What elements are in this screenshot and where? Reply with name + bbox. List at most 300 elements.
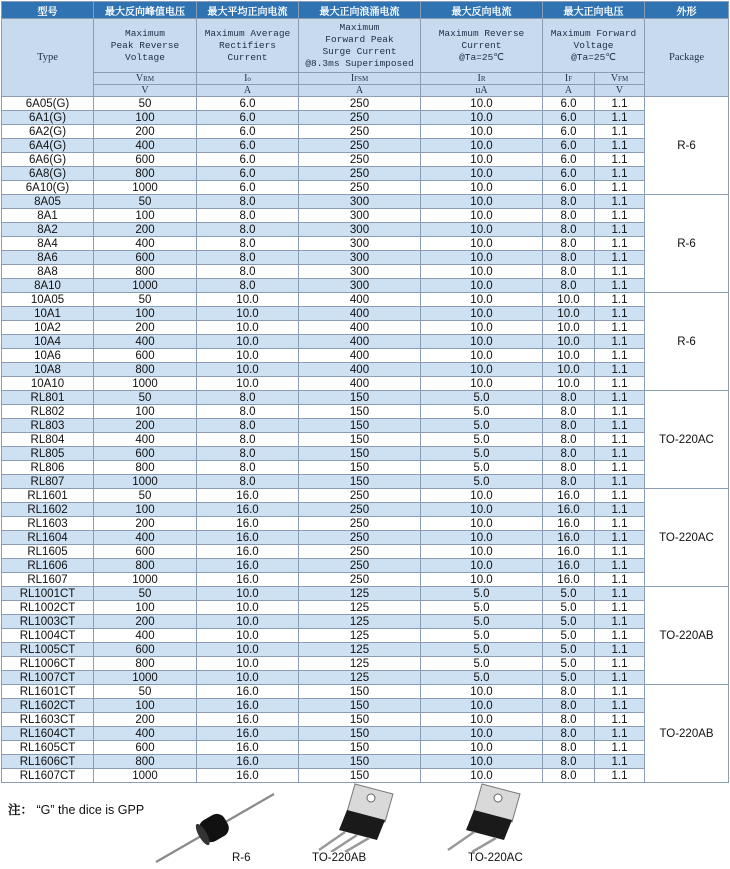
cell-if: 8.0 — [543, 727, 595, 741]
unit-if: A — [543, 85, 595, 97]
cell-vfm: 1.1 — [595, 279, 645, 293]
cell-io: 8.0 — [197, 475, 299, 489]
cell-type: RL806 — [2, 461, 94, 475]
cell-type: RL1604 — [2, 531, 94, 545]
cell-type: RL1002CT — [2, 601, 94, 615]
header-vf-cn: 最大正向电压 — [543, 2, 645, 19]
symbol-vrm: VRM — [94, 73, 197, 85]
cell-vfm: 1.1 — [595, 503, 645, 517]
cell-ifsm: 400 — [299, 321, 421, 335]
cell-vrm: 800 — [94, 167, 197, 181]
cell-io: 6.0 — [197, 139, 299, 153]
cell-ifsm: 125 — [299, 601, 421, 615]
cell-ifsm: 150 — [299, 713, 421, 727]
table-row — [2, 181, 729, 195]
cell-type: RL1602 — [2, 503, 94, 517]
table-row — [2, 209, 729, 223]
cell-io: 10.0 — [197, 629, 299, 643]
cell-if: 8.0 — [543, 769, 595, 783]
cell-vrm: 1000 — [94, 377, 197, 391]
cell-type: RL805 — [2, 447, 94, 461]
cell-io: 8.0 — [197, 279, 299, 293]
cell-io: 10.0 — [197, 671, 299, 685]
cell-type: RL1607CT — [2, 769, 94, 783]
cell-type: RL1607 — [2, 573, 94, 587]
cell-ir: 10.0 — [421, 265, 543, 279]
cell-vfm: 1.1 — [595, 517, 645, 531]
cell-type: 10A6 — [2, 349, 94, 363]
cell-ir: 10.0 — [421, 293, 543, 307]
table-row — [2, 755, 729, 769]
cell-if: 10.0 — [543, 363, 595, 377]
unit-vfm: V — [595, 85, 645, 97]
cell-vrm: 400 — [94, 629, 197, 643]
cell-vrm: 800 — [94, 657, 197, 671]
table-row — [2, 517, 729, 531]
cell-ifsm: 150 — [299, 447, 421, 461]
cell-ifsm: 150 — [299, 685, 421, 699]
cell-ir: 5.0 — [421, 461, 543, 475]
cell-vfm: 1.1 — [595, 615, 645, 629]
unit-ir: uA — [421, 85, 543, 97]
cell-vrm: 100 — [94, 307, 197, 321]
cell-io: 8.0 — [197, 405, 299, 419]
symbol-ir: IR — [421, 73, 543, 85]
cell-if: 16.0 — [543, 559, 595, 573]
cell-if: 8.0 — [543, 209, 595, 223]
cell-io: 16.0 — [197, 699, 299, 713]
cell-ifsm: 150 — [299, 391, 421, 405]
cell-ifsm: 250 — [299, 489, 421, 503]
cell-io: 10.0 — [197, 349, 299, 363]
cell-ir: 10.0 — [421, 139, 543, 153]
cell-type: RL1007CT — [2, 671, 94, 685]
table-row — [2, 727, 729, 741]
table-row — [2, 489, 729, 503]
cell-vfm: 1.1 — [595, 489, 645, 503]
cell-type: 6A1(G) — [2, 111, 94, 125]
cell-type: 8A6 — [2, 251, 94, 265]
cell-type: RL1603 — [2, 517, 94, 531]
cell-ifsm: 400 — [299, 363, 421, 377]
unit-ifsm: A — [299, 85, 421, 97]
cell-if: 8.0 — [543, 699, 595, 713]
cell-ifsm: 125 — [299, 615, 421, 629]
cell-type: RL1605 — [2, 545, 94, 559]
cell-if: 10.0 — [543, 349, 595, 363]
table-row — [2, 349, 729, 363]
cell-if: 8.0 — [543, 461, 595, 475]
cell-ir: 10.0 — [421, 349, 543, 363]
cell-io: 8.0 — [197, 251, 299, 265]
cell-ir: 10.0 — [421, 699, 543, 713]
cell-ifsm: 300 — [299, 265, 421, 279]
cell-type: 8A10 — [2, 279, 94, 293]
cell-vfm: 1.1 — [595, 657, 645, 671]
cell-vrm: 100 — [94, 601, 197, 615]
cell-vrm: 50 — [94, 587, 197, 601]
cell-vfm: 1.1 — [595, 447, 645, 461]
cell-if: 6.0 — [543, 111, 595, 125]
cell-if: 6.0 — [543, 125, 595, 139]
cell-ir: 10.0 — [421, 321, 543, 335]
cell-ir: 10.0 — [421, 209, 543, 223]
cell-vfm: 1.1 — [595, 307, 645, 321]
cell-ir: 10.0 — [421, 489, 543, 503]
cell-type: RL1605CT — [2, 741, 94, 755]
cell-vfm: 1.1 — [595, 97, 645, 111]
cell-vfm: 1.1 — [595, 685, 645, 699]
cell-ir: 10.0 — [421, 517, 543, 531]
cell-io: 6.0 — [197, 167, 299, 181]
cell-vrm: 600 — [94, 447, 197, 461]
cell-if: 5.0 — [543, 643, 595, 657]
cell-ir: 5.0 — [421, 433, 543, 447]
cell-type: RL1602CT — [2, 699, 94, 713]
cell-type: 6A05(G) — [2, 97, 94, 111]
package-cell: R-6 — [645, 195, 729, 293]
cell-ir: 5.0 — [421, 447, 543, 461]
table-row — [2, 167, 729, 181]
cell-io: 10.0 — [197, 615, 299, 629]
symbol-vfm: VFM — [595, 73, 645, 85]
cell-vfm: 1.1 — [595, 573, 645, 587]
cell-vrm: 200 — [94, 321, 197, 335]
cell-ifsm: 250 — [299, 167, 421, 181]
cell-vrm: 1000 — [94, 475, 197, 489]
package-cell: R-6 — [645, 97, 729, 195]
table-row — [2, 251, 729, 265]
cell-type: 6A8(G) — [2, 167, 94, 181]
package-cell: TO-220AB — [645, 587, 729, 685]
cell-ir: 10.0 — [421, 713, 543, 727]
cell-ifsm: 400 — [299, 307, 421, 321]
table-row — [2, 363, 729, 377]
cell-if: 5.0 — [543, 587, 595, 601]
cell-ir: 10.0 — [421, 125, 543, 139]
table-row — [2, 293, 729, 307]
cell-ir: 10.0 — [421, 111, 543, 125]
cell-ir: 10.0 — [421, 167, 543, 181]
cell-vfm: 1.1 — [595, 741, 645, 755]
cell-vrm: 600 — [94, 643, 197, 657]
table-row — [2, 531, 729, 545]
cell-vfm: 1.1 — [595, 671, 645, 685]
cell-io: 16.0 — [197, 755, 299, 769]
cell-ifsm: 150 — [299, 475, 421, 489]
table-row — [2, 405, 729, 419]
cell-io: 16.0 — [197, 713, 299, 727]
cell-if: 8.0 — [543, 475, 595, 489]
cell-io: 10.0 — [197, 335, 299, 349]
cell-io: 6.0 — [197, 97, 299, 111]
cell-ifsm: 125 — [299, 587, 421, 601]
cell-ir: 10.0 — [421, 335, 543, 349]
cell-io: 16.0 — [197, 685, 299, 699]
header-ir-cn: 最大反向电流 — [421, 2, 543, 19]
cell-vrm: 400 — [94, 139, 197, 153]
cell-io: 8.0 — [197, 237, 299, 251]
cell-ir: 10.0 — [421, 181, 543, 195]
cell-if: 6.0 — [543, 181, 595, 195]
cell-type: 6A4(G) — [2, 139, 94, 153]
header-package-en: Package — [645, 19, 729, 97]
cell-ir: 10.0 — [421, 363, 543, 377]
cell-io: 16.0 — [197, 769, 299, 783]
cell-ifsm: 250 — [299, 125, 421, 139]
package-cell: TO-220AC — [645, 489, 729, 587]
cell-ir: 5.0 — [421, 629, 543, 643]
cell-ifsm: 250 — [299, 153, 421, 167]
cell-vrm: 1000 — [94, 181, 197, 195]
cell-ir: 5.0 — [421, 643, 543, 657]
cell-if: 8.0 — [543, 279, 595, 293]
cell-if: 10.0 — [543, 321, 595, 335]
cell-type: RL803 — [2, 419, 94, 433]
cell-ifsm: 250 — [299, 545, 421, 559]
cell-type: RL1606CT — [2, 755, 94, 769]
cell-io: 8.0 — [197, 391, 299, 405]
cell-ifsm: 150 — [299, 461, 421, 475]
cell-io: 8.0 — [197, 461, 299, 475]
cell-if: 8.0 — [543, 741, 595, 755]
cell-vrm: 200 — [94, 615, 197, 629]
cell-vfm: 1.1 — [595, 713, 645, 727]
cell-ifsm: 150 — [299, 741, 421, 755]
cell-ifsm: 300 — [299, 279, 421, 293]
table-row — [2, 111, 729, 125]
symbol-if: IF — [543, 73, 595, 85]
cell-if: 5.0 — [543, 671, 595, 685]
cell-if: 8.0 — [543, 391, 595, 405]
cell-ir: 5.0 — [421, 587, 543, 601]
cell-if: 6.0 — [543, 153, 595, 167]
cell-ifsm: 125 — [299, 657, 421, 671]
cell-vfm: 1.1 — [595, 391, 645, 405]
cell-if: 6.0 — [543, 139, 595, 153]
cell-vrm: 1000 — [94, 573, 197, 587]
cell-vfm: 1.1 — [595, 167, 645, 181]
table-row — [2, 685, 729, 699]
cell-ir: 5.0 — [421, 601, 543, 615]
cell-ifsm: 125 — [299, 643, 421, 657]
cell-if: 10.0 — [543, 377, 595, 391]
table-row — [2, 671, 729, 685]
footnote-label: 注： — [8, 802, 34, 817]
cell-if: 8.0 — [543, 419, 595, 433]
cell-vrm: 800 — [94, 265, 197, 279]
table-row — [2, 713, 729, 727]
header-ir-en: Maximum Reverse Current @Ta=25℃ — [421, 19, 543, 73]
cell-ir: 10.0 — [421, 685, 543, 699]
cell-if: 16.0 — [543, 517, 595, 531]
table-row — [2, 699, 729, 713]
cell-vrm: 200 — [94, 713, 197, 727]
footnote — [8, 800, 144, 818]
cell-io: 8.0 — [197, 209, 299, 223]
cell-vrm: 1000 — [94, 671, 197, 685]
cell-vrm: 50 — [94, 391, 197, 405]
cell-io: 8.0 — [197, 265, 299, 279]
cell-vfm: 1.1 — [595, 293, 645, 307]
table-row — [2, 601, 729, 615]
cell-vfm: 1.1 — [595, 251, 645, 265]
cell-io: 16.0 — [197, 531, 299, 545]
r6-caption: R-6 — [232, 852, 251, 864]
cell-type: 10A2 — [2, 321, 94, 335]
cell-io: 6.0 — [197, 111, 299, 125]
spec-table-body — [2, 97, 729, 783]
cell-ir: 10.0 — [421, 377, 543, 391]
cell-ir: 5.0 — [421, 419, 543, 433]
cell-ir: 10.0 — [421, 741, 543, 755]
cell-vfm: 1.1 — [595, 461, 645, 475]
cell-type: RL807 — [2, 475, 94, 489]
cell-vfm: 1.1 — [595, 629, 645, 643]
cell-io: 16.0 — [197, 559, 299, 573]
cell-vfm: 1.1 — [595, 699, 645, 713]
cell-io: 8.0 — [197, 447, 299, 461]
cell-type: RL1601CT — [2, 685, 94, 699]
cell-if: 8.0 — [543, 405, 595, 419]
cell-type: RL1001CT — [2, 587, 94, 601]
cell-if: 8.0 — [543, 685, 595, 699]
cell-vfm: 1.1 — [595, 349, 645, 363]
table-row — [2, 97, 729, 111]
cell-vfm: 1.1 — [595, 363, 645, 377]
cell-if: 5.0 — [543, 601, 595, 615]
cell-vrm: 50 — [94, 685, 197, 699]
cell-type: RL1003CT — [2, 615, 94, 629]
cell-vfm: 1.1 — [595, 195, 645, 209]
cell-if: 5.0 — [543, 615, 595, 629]
cell-io: 10.0 — [197, 377, 299, 391]
cell-io: 10.0 — [197, 643, 299, 657]
cell-vrm: 50 — [94, 195, 197, 209]
cell-ifsm: 300 — [299, 223, 421, 237]
cell-ir: 10.0 — [421, 545, 543, 559]
header-package-cn: 外形 — [645, 2, 729, 19]
cell-vrm: 50 — [94, 97, 197, 111]
table-row — [2, 503, 729, 517]
cell-ifsm: 250 — [299, 139, 421, 153]
table-row — [2, 615, 729, 629]
cell-vfm: 1.1 — [595, 321, 645, 335]
cell-if: 8.0 — [543, 195, 595, 209]
package-cell: TO-220AC — [645, 391, 729, 489]
cell-io: 10.0 — [197, 363, 299, 377]
cell-ifsm: 400 — [299, 335, 421, 349]
cell-vrm: 50 — [94, 293, 197, 307]
cell-ir: 10.0 — [421, 727, 543, 741]
spec-table — [1, 1, 729, 783]
to220ac-caption: TO-220AC — [468, 852, 523, 864]
cell-io: 6.0 — [197, 153, 299, 167]
table-row — [2, 335, 729, 349]
cell-vrm: 400 — [94, 237, 197, 251]
cell-vrm: 400 — [94, 433, 197, 447]
cell-io: 8.0 — [197, 419, 299, 433]
cell-ifsm: 250 — [299, 517, 421, 531]
cell-type: 10A10 — [2, 377, 94, 391]
cell-vfm: 1.1 — [595, 335, 645, 349]
header-vrm-cn: 最大反向峰值电压 — [94, 2, 197, 19]
cell-vrm: 600 — [94, 251, 197, 265]
cell-ifsm: 150 — [299, 755, 421, 769]
symbol-ifsm: IFSM — [299, 73, 421, 85]
cell-ifsm: 125 — [299, 629, 421, 643]
r6-package-icon — [150, 790, 280, 865]
cell-vrm: 1000 — [94, 279, 197, 293]
cell-vrm: 200 — [94, 125, 197, 139]
cell-vfm: 1.1 — [595, 139, 645, 153]
cell-io: 16.0 — [197, 573, 299, 587]
cell-io: 8.0 — [197, 433, 299, 447]
cell-if: 10.0 — [543, 335, 595, 349]
cell-io: 16.0 — [197, 727, 299, 741]
cell-if: 6.0 — [543, 167, 595, 181]
cell-ifsm: 250 — [299, 97, 421, 111]
cell-io: 10.0 — [197, 587, 299, 601]
cell-ifsm: 150 — [299, 769, 421, 783]
footnote-text: “G” the dice is GPP — [36, 803, 145, 817]
cell-if: 16.0 — [543, 531, 595, 545]
header-vf-en: Maximum Forward Voltage @Ta=25℃ — [543, 19, 645, 73]
cell-io: 10.0 — [197, 321, 299, 335]
cell-type: RL802 — [2, 405, 94, 419]
cell-io: 10.0 — [197, 307, 299, 321]
cell-if: 5.0 — [543, 657, 595, 671]
cell-ifsm: 250 — [299, 181, 421, 195]
header-ifsm-en: Maximum Forward Peak Surge Current @8.3ms Superimposed — [299, 19, 421, 73]
table-row — [2, 629, 729, 643]
cell-ifsm: 400 — [299, 293, 421, 307]
cell-type: RL804 — [2, 433, 94, 447]
table-row — [2, 391, 729, 405]
cell-ir: 10.0 — [421, 769, 543, 783]
to220ac-package-icon — [432, 780, 527, 852]
cell-ir: 10.0 — [421, 251, 543, 265]
table-row — [2, 587, 729, 601]
table-row — [2, 545, 729, 559]
cell-ifsm: 400 — [299, 349, 421, 363]
cell-ifsm: 150 — [299, 699, 421, 713]
table-row — [2, 741, 729, 755]
cell-vrm: 100 — [94, 111, 197, 125]
cell-vfm: 1.1 — [595, 545, 645, 559]
table-row — [2, 125, 729, 139]
table-row — [2, 447, 729, 461]
cell-if: 8.0 — [543, 251, 595, 265]
cell-vfm: 1.1 — [595, 475, 645, 489]
header-io-en: Maximum Average Rectifiers Current — [197, 19, 299, 73]
cell-if: 16.0 — [543, 489, 595, 503]
cell-ir: 10.0 — [421, 153, 543, 167]
cell-if: 8.0 — [543, 755, 595, 769]
table-row — [2, 475, 729, 489]
table-row — [2, 573, 729, 587]
symbol-io: Io — [197, 73, 299, 85]
cell-vfm: 1.1 — [595, 531, 645, 545]
cell-ir: 10.0 — [421, 559, 543, 573]
table-row — [2, 237, 729, 251]
cell-vfm: 1.1 — [595, 405, 645, 419]
cell-vrm: 400 — [94, 727, 197, 741]
cell-if: 6.0 — [543, 97, 595, 111]
cell-io: 10.0 — [197, 657, 299, 671]
cell-type: 10A1 — [2, 307, 94, 321]
table-row — [2, 153, 729, 167]
